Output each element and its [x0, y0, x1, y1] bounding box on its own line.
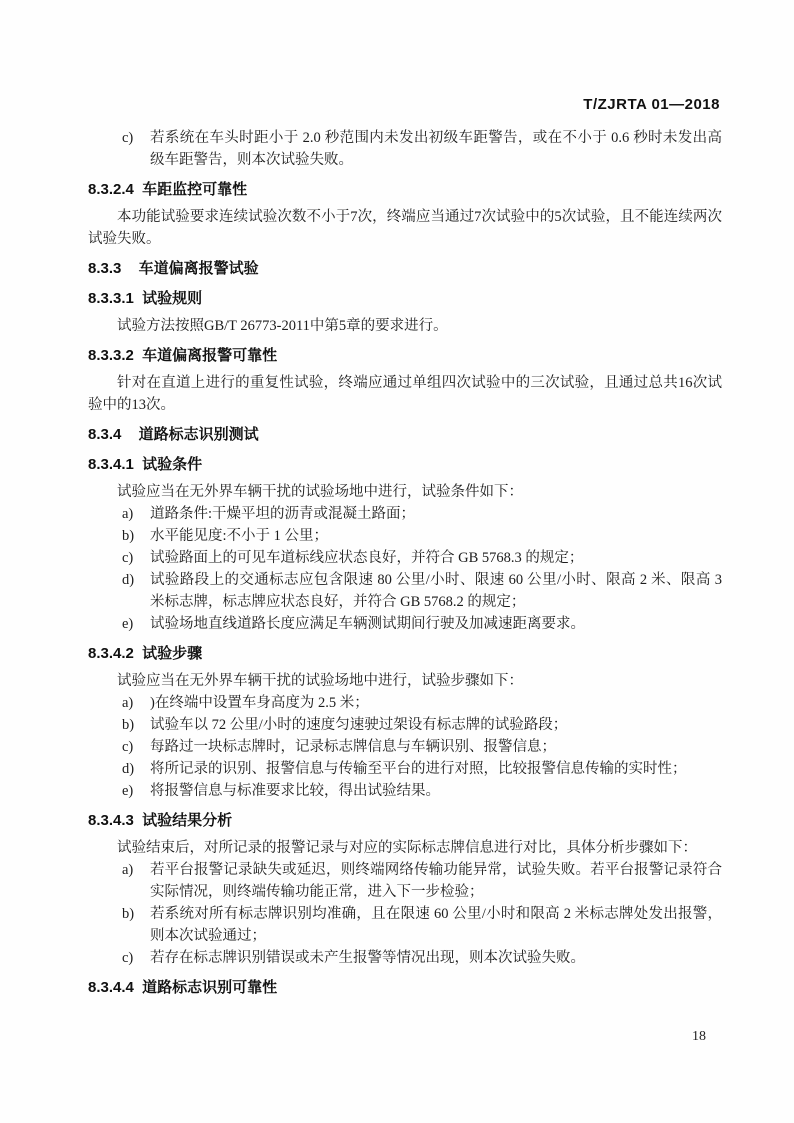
list-item-text: 将报警信息与标准要求比较，得出试验结果。 [150, 783, 440, 799]
list-marker: c) [122, 130, 134, 146]
list-item [88, 692, 722, 714]
list-intro: 试验应当在无外界车辆干扰的试验场地中进行，试验步骤如下： [117, 673, 523, 689]
list-item-text: 水平能见度:不小于 1 公里； [150, 528, 329, 544]
heading-number: 8.3.4 [88, 426, 122, 443]
list-item [88, 613, 722, 635]
list-item [88, 780, 722, 802]
section-heading-8-3-4-1 [88, 454, 722, 476]
heading-number: 8.3.4.4 [88, 979, 134, 996]
section-heading-8-3-3-2 [88, 345, 722, 367]
list-marker: b) [122, 717, 135, 733]
list-item [88, 859, 722, 903]
list-item [88, 947, 722, 969]
list-marker: a) [122, 862, 134, 878]
section-heading-8-3-4 [88, 424, 722, 446]
list-item [88, 569, 722, 613]
paragraph: 试验方法按照GB/T 26773-2011中第5章的要求进行。 [117, 318, 448, 334]
page-content [88, 127, 722, 1004]
list-item [88, 503, 722, 525]
list-item [88, 714, 722, 736]
list-marker: a) [122, 506, 134, 522]
heading-number: 8.3.3.2 [88, 347, 134, 364]
carryover-list [88, 127, 722, 171]
list-marker: b) [122, 906, 135, 922]
list-item-text: 若系统对所有标志牌识别均准确，且在限速 60 公里/小时和限高 2 米标志牌处发出报警，则本次试验通过； [150, 906, 722, 944]
paragraph: 本功能试验要求连续试验次数不小于7次，终端应当通过7次试验中的5次试验，且不能连续两次试验失败。 [88, 209, 722, 247]
page-number: 18 [692, 1029, 706, 1044]
section-heading-8-3-2-4 [88, 179, 722, 201]
heading-number: 8.3.3.1 [88, 290, 134, 307]
list-marker: a) [122, 695, 134, 711]
section-heading-8-3-4-2 [88, 643, 722, 665]
list-marker: c) [122, 950, 134, 966]
list-item-text: 试验路面上的可见车道标线应状态良好，并符合 GB 5768.3 的规定； [150, 550, 584, 566]
list-item-text: 每路过一块标志牌时，记录标志牌信息与车辆识别、报警信息； [150, 739, 556, 755]
heading-title: 车道偏离报警试验 [138, 260, 259, 277]
list-item [88, 127, 722, 171]
analysis-list [88, 859, 722, 969]
heading-number: 8.3.4.2 [88, 645, 134, 662]
list-marker: b) [122, 528, 135, 544]
section-heading-8-3-3-1 [88, 288, 722, 310]
paragraph: 针对在直道上进行的重复性试验，终端应通过单组四次试验中的三次试验，且通过总共16次试验中的13次。 [88, 375, 722, 413]
heading-title: 车道偏离报警可靠性 [142, 347, 278, 364]
list-item-text: 若系统在车头时距小于 2.0 秒范围内未发出初级车距警告，或在不小于 0.6 秒时未发出高级车距警告，则本次试验失败。 [150, 130, 722, 168]
list-item-text: 若平台报警记录缺失或延迟，则终端网络传输功能异常，试验失败。若平台报警记录符合实际情况，则终端传输功能正常，进入下一步检验； [150, 862, 722, 900]
list-item-text: 道路条件:干燥平坦的沥青或混凝土路面； [150, 506, 416, 522]
section-heading-8-3-4-4 [88, 977, 722, 999]
list-marker: d) [122, 761, 135, 777]
steps-list [88, 692, 722, 802]
heading-number: 8.3.4.3 [88, 812, 134, 829]
list-marker: e) [122, 616, 134, 632]
section-heading-8-3-4-3 [88, 810, 722, 832]
doc-code: T/ZJRTA 01—2018 [583, 96, 720, 113]
conditions-list [88, 503, 722, 635]
section-heading-8-3-3 [88, 258, 722, 280]
page-header [88, 95, 720, 115]
page-footer [692, 1028, 706, 1046]
list-item [88, 758, 722, 780]
list-intro: 试验结束后，对所记录的报警记录与对应的实际标志牌信息进行对比，具体分析步骤如下： [117, 840, 697, 856]
list-item-text: 试验车以 72 公里/小时的速度匀速驶过架设有标志牌的试验路段； [150, 717, 568, 733]
heading-title: 试验条件 [142, 456, 203, 473]
list-item-text: )在终端中设置车身高度为 2.5 米； [150, 695, 369, 711]
list-intro: 试验应当在无外界车辆干扰的试验场地中进行，试验条件如下： [117, 484, 523, 500]
list-item-text: 试验路段上的交通标志应包含限速 80 公里/小时、限速 60 公里/小时、限高 2 米、限高 3 米标志牌，标志牌应状态良好，并符合 GB 5768.2 的规定； [150, 572, 722, 610]
list-marker: e) [122, 783, 134, 799]
heading-title: 道路标志识别可靠性 [142, 979, 278, 996]
list-item [88, 547, 722, 569]
list-item-text: 试验场地直线道路长度应满足车辆测试期间行驶及加减速距离要求。 [150, 616, 585, 632]
heading-title: 试验步骤 [142, 645, 203, 662]
heading-title: 试验结果分析 [142, 812, 233, 829]
list-item-text: 若存在标志牌识别错误或未产生报警等情况出现，则本次试验失败。 [150, 950, 585, 966]
heading-title: 道路标志识别测试 [138, 426, 259, 443]
heading-number: 8.3.3 [88, 260, 122, 277]
list-marker: d) [122, 572, 135, 588]
list-item [88, 525, 722, 547]
list-marker: c) [122, 550, 134, 566]
heading-title: 试验规则 [142, 290, 203, 307]
list-item [88, 903, 722, 947]
list-marker: c) [122, 739, 134, 755]
heading-number: 8.3.2.4 [88, 181, 134, 198]
heading-title: 车距监控可靠性 [142, 181, 248, 198]
list-item-text: 将所记录的识别、报警信息与传输至平台的进行对照，比较报警信息传输的实时性； [150, 761, 687, 777]
heading-number: 8.3.4.1 [88, 456, 134, 473]
list-item [88, 736, 722, 758]
